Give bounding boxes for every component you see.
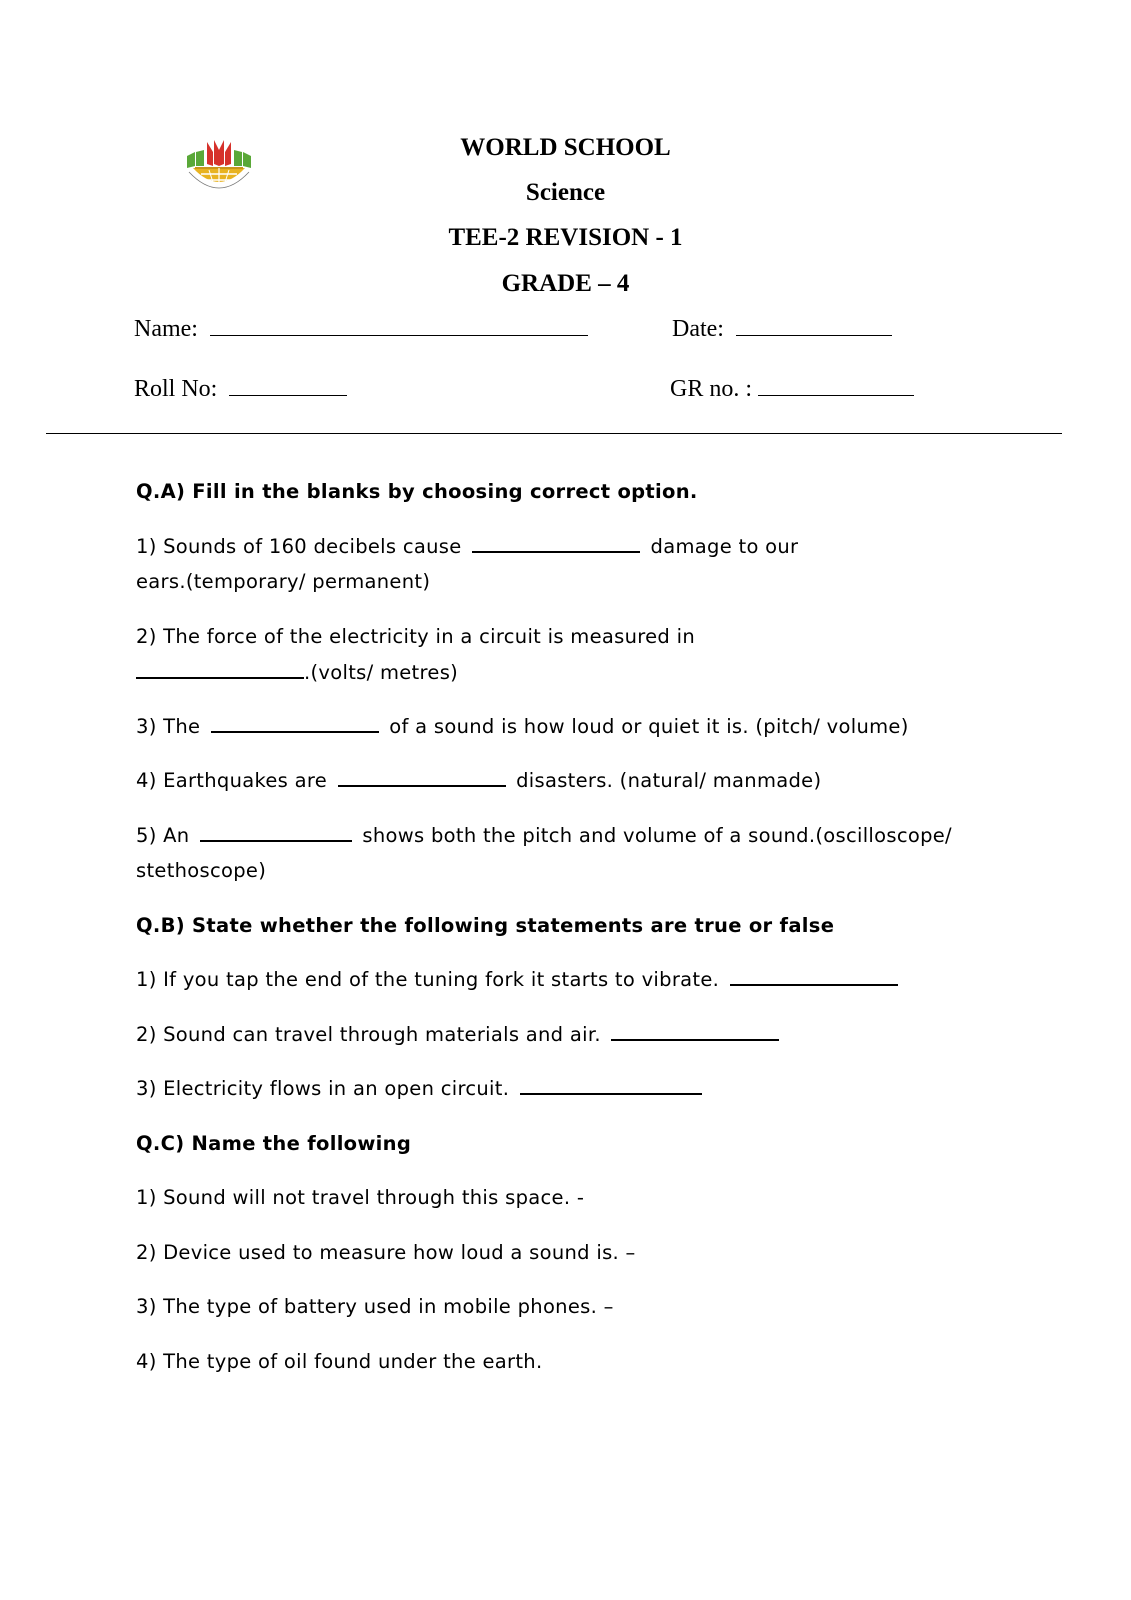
question-b2-text: 2) Sound can travel through materials and air. <box>136 1023 601 1046</box>
question-b3 <box>136 1071 702 1107</box>
question-a2-cont <box>136 655 458 691</box>
question-b1-text: 1) If you tap the end of the tuning fork it starts to vibrate. <box>136 968 720 991</box>
question-a3 <box>136 709 909 745</box>
question-a5-options: stethoscope) <box>136 859 267 882</box>
answer-blank-a4[interactable] <box>338 771 506 787</box>
date-label: Date: <box>672 316 724 342</box>
question-b3-text: 3) Electricity flows in an open circuit. <box>136 1077 510 1100</box>
question-a1-text: 1) Sounds of 160 decibels cause <box>136 535 462 558</box>
question-c3: 3) The type of battery used in mobile phones. – <box>136 1295 614 1318</box>
subject-title: Science <box>525 179 606 206</box>
question-a5-text-end: shows both the pitch and volume of a sound.(oscilloscope/ <box>362 824 952 847</box>
question-a3-text-end: of a sound is how loud or quiet it is. (pitch/ volume) <box>389 715 909 738</box>
exam-title: TEE-2 REVISION - 1 <box>448 224 683 251</box>
answer-blank-a5[interactable] <box>200 826 352 842</box>
roll-label: Roll No: <box>134 376 218 402</box>
roll-field <box>134 376 347 403</box>
answer-blank-b3[interactable] <box>520 1079 702 1095</box>
question-a4-text: 4) Earthquakes are <box>136 769 328 792</box>
question-a4-text-end: disasters. (natural/ manmade) <box>516 769 822 792</box>
question-a1 <box>136 529 798 565</box>
gr-field <box>670 376 914 403</box>
answer-blank-a3[interactable] <box>211 717 379 733</box>
grade-title: GRADE – 4 <box>501 270 630 297</box>
question-c1: 1) Sound will not travel through this space. - <box>136 1186 585 1209</box>
question-a1-text-end: damage to our <box>650 535 799 558</box>
answer-blank-b1[interactable] <box>730 970 898 986</box>
name-blank[interactable] <box>210 317 588 336</box>
date-blank[interactable] <box>736 317 892 336</box>
answer-blank-b2[interactable] <box>611 1025 779 1041</box>
question-b1 <box>136 962 898 998</box>
question-a5-text: 5) An <box>136 824 190 847</box>
question-a2-options: .(volts/ metres) <box>304 661 459 684</box>
question-a4 <box>136 763 821 799</box>
question-b2 <box>136 1017 779 1053</box>
section-c-heading: Q.C) Name the following <box>136 1132 412 1155</box>
question-a3-text: 3) The <box>136 715 201 738</box>
question-c2: 2) Device used to measure how loud a sound is. – <box>136 1241 636 1264</box>
name-field <box>134 316 588 343</box>
question-a2: 2) The force of the electricity in a circuit is measured in <box>136 625 695 648</box>
school-name: WORLD SCHOOL <box>460 134 671 161</box>
answer-blank-a1[interactable] <box>472 537 640 553</box>
date-field <box>672 316 892 343</box>
section-a-heading: Q.A) Fill in the blanks by choosing correct option. <box>136 480 698 503</box>
name-label: Name: <box>134 316 198 342</box>
question-a1-options: ears.(temporary/ permanent) <box>136 570 431 593</box>
question-c4: 4) The type of oil found under the earth. <box>136 1350 543 1373</box>
header-divider <box>46 433 1062 434</box>
gr-label: GR no. : <box>670 376 753 402</box>
answer-blank-a2[interactable] <box>136 663 304 679</box>
section-b-heading: Q.B) State whether the following statements are true or false <box>136 914 835 937</box>
question-a5 <box>136 818 952 854</box>
roll-blank[interactable] <box>229 377 347 396</box>
gr-blank[interactable] <box>758 377 914 396</box>
